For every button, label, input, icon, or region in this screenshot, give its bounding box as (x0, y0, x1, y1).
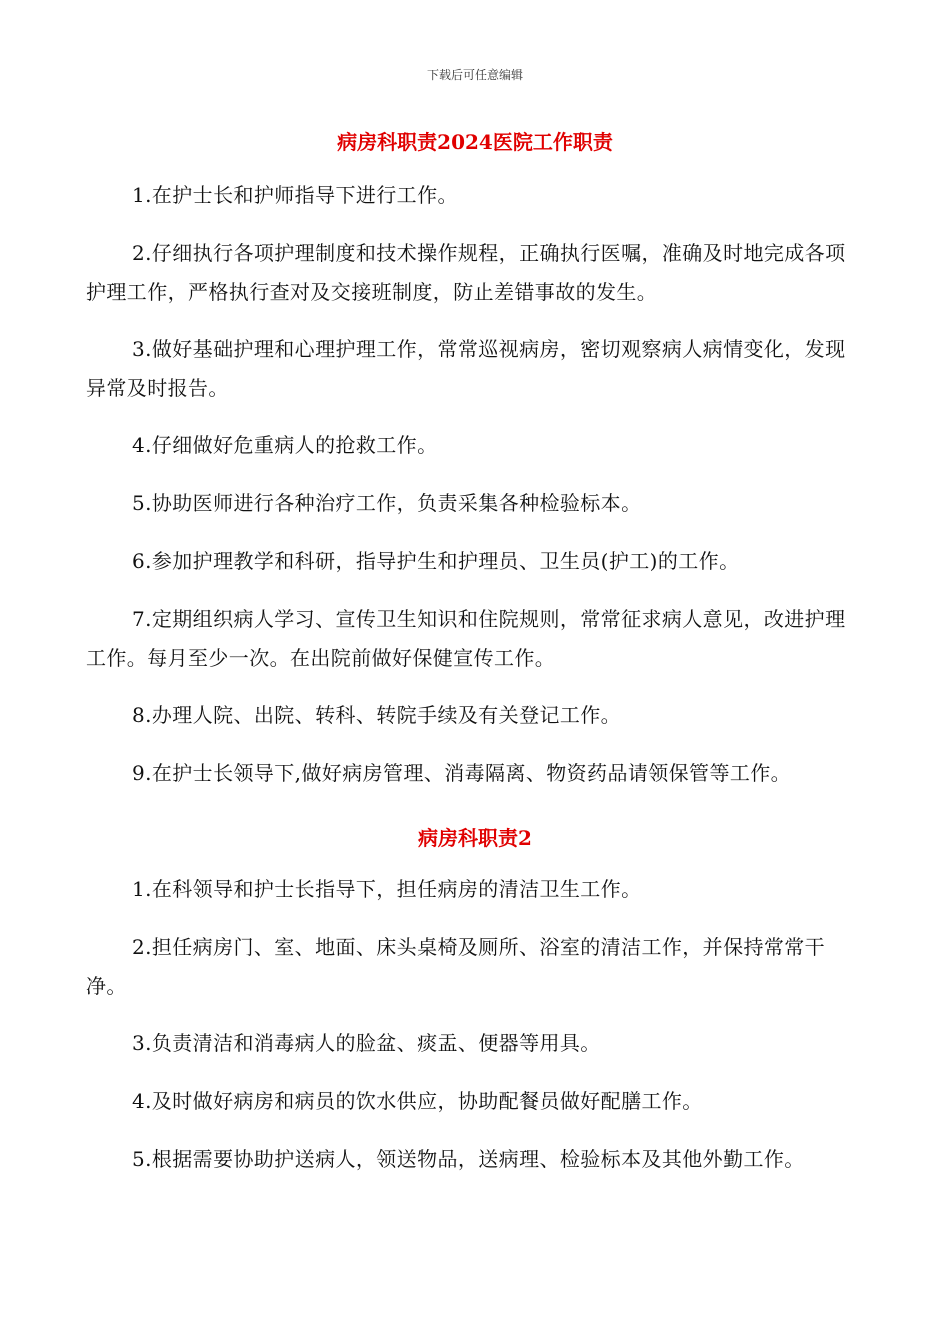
section2-item: 3.负责清洁和消毒病人的脸盆、痰盂、便器等用具。 (132, 1031, 601, 1055)
section1-item: 9.在护士长领导下,做好病房管理、消毒隔离、物资药品请领保管等工作。 (132, 761, 792, 785)
section1-item: 1.在护士长和护师指导下进行工作。 (132, 183, 458, 207)
section1-item: 8.办理人院、出院、转科、转院手续及有关登记工作。 (132, 703, 622, 727)
section1-title: 病房科职责2024医院工作职责 (337, 130, 613, 154)
section1-item: 5.协助医师进行各种治疗工作，负责采集各种检验标本。 (132, 491, 642, 515)
section1-item: 6.参加护理教学和科研，指导护生和护理员、卫生员(护工)的工作。 (132, 549, 740, 573)
section1-item: 7.定期组织病人学习、宣传卫生知识和住院规则，常常征求病人意见，改进护理工作。每月至少一次。在出院前做好保健宣传工作。 (86, 607, 846, 670)
section1-item: 2.仔细执行各项护理制度和技术操作规程，正确执行医嘱，准确及时地完成各项护理工作，严格执行查对及交接班制度，防止差错事故的发生。 (86, 241, 846, 304)
section2-title: 病房科职责2 (418, 826, 532, 850)
section2-item: 5.根据需要协助护送病人，领送物品，送病理、检验标本及其他外勤工作。 (132, 1147, 805, 1171)
section1-item: 3.做好基础护理和心理护理工作，常常巡视病房，密切观察病人病情变化，发现异常及时报告。 (86, 337, 846, 400)
section2-item: 4.及时做好病房和病员的饮水供应，协助配餐员做好配膳工作。 (132, 1089, 703, 1113)
header-note: 下载后可任意编辑 (426, 68, 523, 82)
section2-item: 2.担任病房门、室、地面、床头桌椅及厕所、浴室的清洁工作，并保持常常干净。 (86, 935, 826, 998)
section1-item: 4.仔细做好危重病人的抢救工作。 (132, 433, 438, 457)
section2-item: 1.在科领导和护士长指导下，担任病房的清洁卫生工作。 (132, 877, 642, 901)
